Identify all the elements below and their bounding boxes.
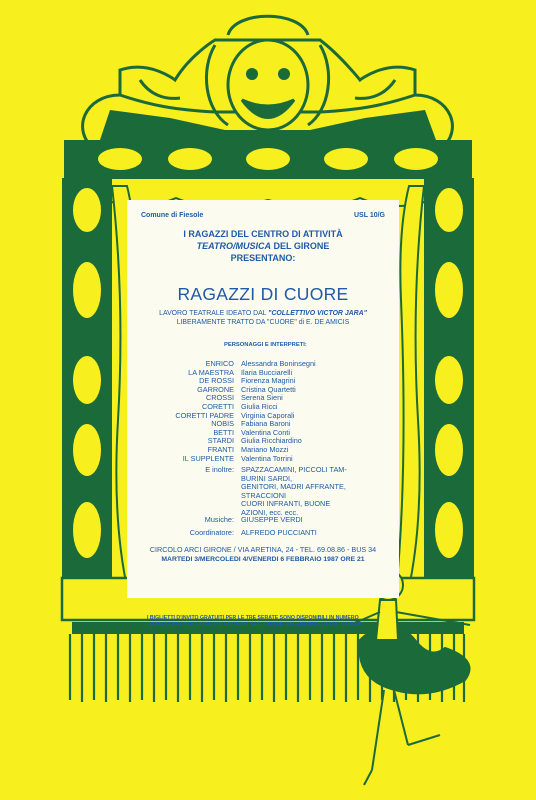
cast-actor: Fabiana Baroni	[241, 419, 291, 429]
cast-actor: Mariano Mozzi	[241, 445, 289, 454]
intro-line-1: I RAGAZZI DEL CENTRO DI ATTIVITÀ	[183, 229, 343, 239]
intro-line-3: PRESENTANO:	[230, 253, 296, 263]
cast-row	[127, 455, 399, 464]
cast-actor: Virginia Caporali	[241, 410, 295, 420]
subtitle-line-1-pre: LAVORO TEATRALE IDEATO DAL	[159, 310, 269, 317]
cast-role: CORETTI PADRE	[175, 410, 234, 420]
cast-role: CROSSI	[206, 393, 234, 403]
cast-role: DE ROSSI	[199, 376, 234, 386]
subtitle-line-1-bold: "COLLETTIVO VICTOR JARA"	[268, 310, 367, 317]
venue-line: CIRCOLO ARCI GIRONE / VIA ARETINA, 24 - TEL. 69.08.86 - BUS 34	[149, 545, 377, 554]
cast-role: ENRICO	[205, 359, 234, 368]
cast-actor: Serena Sieni	[241, 393, 283, 403]
cast-role: NOBIS	[211, 419, 234, 429]
cast-actor: Cristina Quartetti	[241, 384, 296, 394]
cast-role: FRANTI	[207, 445, 234, 454]
cast-actor: Valentina Conti	[241, 427, 290, 437]
inoltre-line: SPAZZACAMINI, PICCOLI TAM-	[241, 465, 347, 474]
cast-actor: Giulia Ricci	[241, 402, 278, 411]
intro-line-2-rest: DEL GIRONE	[271, 241, 330, 251]
coordinatore-label: Coordinatore:	[189, 528, 234, 537]
page-title: RAGAZZI DI CUORE	[177, 284, 349, 304]
inoltre-line: GENITORI, MADRI AFFRANTE,	[241, 482, 346, 492]
inoltre-line: BURINI SARDI,	[241, 473, 293, 483]
musiche-row	[127, 516, 399, 525]
cast-role: STARDI	[207, 436, 234, 446]
inoltre-line: STRACCIONI	[241, 490, 286, 500]
cast-role: GARRONE	[197, 384, 234, 394]
cast-role: IL SUPPLENTE	[182, 453, 234, 463]
cast-actor: Giulia Ricchiardino	[241, 436, 302, 446]
inoltre-line: AZIONI, ecc. ecc.	[241, 508, 299, 517]
musiche-value: GIUSEPPE VERDI	[241, 515, 303, 524]
cast-actor: Ilaria Bucciarelli	[241, 367, 293, 377]
intro-line-2-italic: TEATRO/MUSICA	[196, 241, 271, 251]
usl-label: USL 10/G	[354, 212, 385, 219]
cast-actor: Valentina Torrini	[241, 453, 293, 463]
cast-actor: Fiorenza Magrini	[241, 376, 296, 386]
subtitle-line-2: LIBERAMENTE TRATTO DA "CUORE" di E. DE AMICIS	[176, 319, 350, 326]
municipality-label: Comune di Fiesole	[141, 212, 204, 219]
coordinatore-row	[127, 529, 399, 538]
curtain-panel	[127, 200, 399, 598]
intro-line-2	[127, 241, 399, 251]
cast-role: BETTI	[213, 427, 234, 437]
ticket-note-line-2: LIMITATO PRESSO LA CROCE AZZURRA SEZ. GIRONE -VIA ARETINA, 24 TEL. 69.08.60	[147, 622, 362, 628]
musiche-label: Musiche:	[204, 515, 234, 524]
cast-role: LA MAESTRA	[188, 367, 234, 377]
cast-actor: Alessandra Boninsegni	[241, 359, 316, 368]
cast-heading: PERSONAGGI E INTERPRETI:	[224, 342, 307, 348]
subtitle-line-1	[127, 310, 399, 317]
coordinatore-value: ALFREDO PUCCIANTI	[241, 528, 317, 537]
inoltre-line: CUORI INFRANTI, BUONE	[241, 499, 331, 509]
dates-line: MARTEDI 3/MERCOLEDI 4/VENERDI 6 FEBBRAIO 1987 ORE 21	[161, 556, 365, 563]
ticket-note-line-1: I BIGLIETTI D'INVITO GRATUITI PER LE TRE SERATE SONO DISPONIBILI IN NUMERO	[147, 615, 359, 621]
cast-role: CORETTI	[201, 402, 234, 411]
inoltre-label: E inoltre:	[205, 465, 234, 474]
